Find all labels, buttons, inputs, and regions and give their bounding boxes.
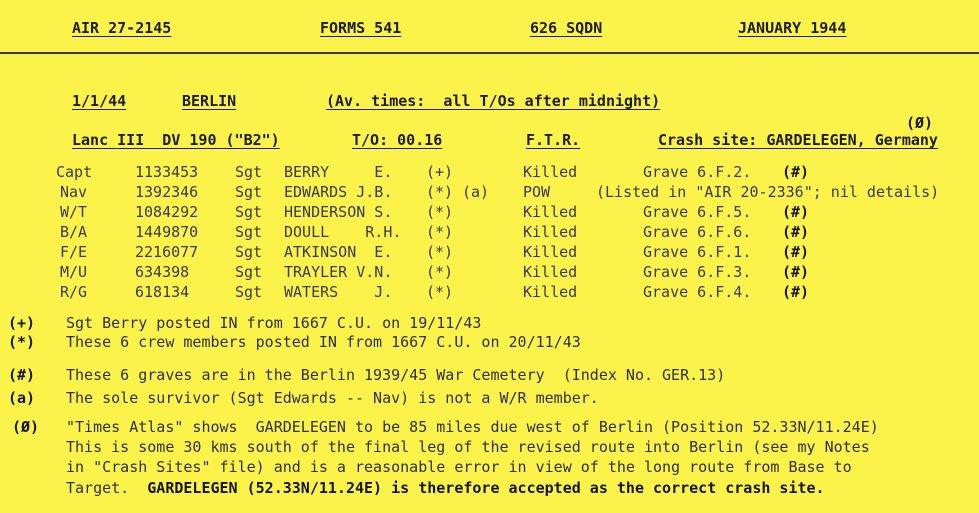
crew-fate: POW (523, 183, 551, 201)
phi-mark: (Ø) (906, 114, 934, 132)
crew-fate: Killed (523, 263, 578, 281)
raid-target: BERLIN (182, 92, 237, 110)
crew-detail: Grave 6.F.5. (643, 203, 752, 221)
final-note-line: This is some 30 kms south of the final leg of the revised route into Berlin (see my Notes (66, 438, 870, 456)
crew-rank: Sgt (235, 283, 263, 301)
crew-fate: Killed (523, 223, 578, 241)
final-note-mark: (Ø) (12, 418, 40, 436)
forms-reference: FORMS 541 (320, 19, 402, 37)
crew-name: TRAYLER V.N. (284, 263, 393, 281)
grave-mark: (#) (782, 283, 810, 301)
final-note-line: "Times Atlas" shows GARDELEGEN to be 85 miles due west of Berlin (Position 52.33N/11.24E) (66, 418, 879, 436)
crew-number: 1084292 (135, 203, 199, 221)
crew-number: 2216077 (135, 243, 199, 261)
final-note-line: in "Crash Sites" file) and is a reasonable error in view of the long route from Base to (66, 458, 852, 476)
crew-name: WATERS J. (284, 283, 393, 301)
crew-rank: Sgt (235, 203, 263, 221)
crew-number: 1133453 (135, 163, 199, 181)
crew-mark: (*) (426, 263, 454, 281)
crew-detail: Grave 6.F.2. (643, 163, 752, 181)
crew-role: F/E (60, 243, 88, 261)
crew-rank: Sgt (235, 183, 263, 201)
crew-detail: Grave 6.F.6. (643, 223, 752, 241)
crew-mark: (*) (426, 283, 454, 301)
crew-name: ATKINSON E. (284, 243, 393, 261)
raid-note: (Av. times: all T/Os after midnight) (326, 92, 661, 110)
note-text: The sole survivor (Sgt Edwards -- Nav) is not a W/R member. (66, 389, 599, 407)
crew-number: 634398 (135, 263, 190, 281)
crew-number: 1449870 (135, 223, 199, 241)
note-text: These 6 graves are in the Berlin 1939/45 War Cemetery (Index No. GER.13) (66, 366, 726, 384)
crew-mark: (*) (426, 243, 454, 261)
crew-rank: Sgt (235, 263, 263, 281)
crew-role: Capt (56, 163, 93, 181)
note-text: Sgt Berry posted IN from 1667 C.U. on 19/11/43 (66, 314, 482, 332)
header-rule (0, 52, 979, 54)
grave-mark: (#) (782, 163, 810, 181)
note-mark: (+) (8, 314, 36, 332)
grave-mark: (#) (782, 263, 810, 281)
ftr-status: F.T.R. (526, 131, 581, 149)
crew-name: BERRY E. (284, 163, 393, 181)
note-mark: (#) (8, 366, 36, 384)
month: JANUARY 1944 (738, 19, 847, 37)
crew-rank: Sgt (235, 243, 263, 261)
crew-mark: (*) (426, 223, 454, 241)
crew-name: DOULL R.H. (284, 223, 402, 241)
crew-detail: (Listed in "AIR 20-2336"; nil details) (596, 183, 940, 201)
crew-number: 618134 (135, 283, 190, 301)
crew-mark: (+) (426, 163, 454, 181)
crew-fate: Killed (523, 283, 578, 301)
crew-mark: (*) (426, 183, 454, 201)
crew-rank: Sgt (235, 163, 263, 181)
aircraft-type: Lanc III DV 190 ("B2") (72, 131, 280, 149)
takeoff-time: T/O: 00.16 (352, 131, 443, 149)
crew-number: 1392346 (135, 183, 199, 201)
crew-role: B/A (60, 223, 88, 241)
crew-role: R/G (60, 283, 88, 301)
note-mark: (a) (8, 389, 36, 407)
crew-fate: Killed (523, 243, 578, 261)
squadron: 626 SQDN (530, 19, 603, 37)
final-note-last-plain: Target. (66, 479, 148, 497)
crash-site: Crash site: GARDELEGEN, Germany (658, 131, 938, 149)
note-mark: (*) (8, 333, 36, 351)
crew-rank: Sgt (235, 223, 263, 241)
crew-extra-mark: (a) (462, 183, 490, 201)
crew-role: M/U (60, 263, 88, 281)
grave-mark: (#) (782, 203, 810, 221)
file-reference: AIR 27-2145 (72, 19, 172, 37)
final-note-last-line (66, 479, 825, 497)
crew-detail: Grave 6.F.1. (643, 243, 752, 261)
grave-mark: (#) (782, 243, 810, 261)
crew-detail: Grave 6.F.4. (643, 283, 752, 301)
final-note-conclusion: GARDELEGEN (52.33N/11.24E) is therefore accepted as the correct crash site. (147, 479, 825, 497)
crew-name: HENDERSON S. (284, 203, 393, 221)
grave-mark: (#) (782, 223, 810, 241)
crew-fate: Killed (523, 163, 578, 181)
crew-detail: Grave 6.F.3. (643, 263, 752, 281)
crew-name: EDWARDS J.B. (284, 183, 393, 201)
raid-date: 1/1/44 (72, 92, 127, 110)
crew-role: W/T (60, 203, 88, 221)
crew-role: Nav (60, 183, 88, 201)
crew-fate: Killed (523, 203, 578, 221)
crew-mark: (*) (426, 203, 454, 221)
note-text: These 6 crew members posted IN from 1667 C.U. on 20/11/43 (66, 333, 581, 351)
